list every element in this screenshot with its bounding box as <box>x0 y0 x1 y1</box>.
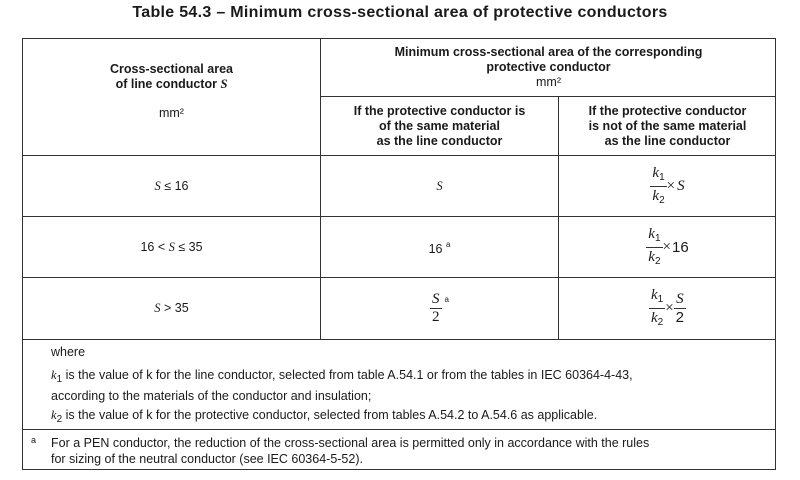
k1-definition: $k_1$ is the value of k for the line conductor, selected from table A.54.1 or from the tables in IEC 60364-4-43, according to the materials of the conductor and insulation; <box>51 367 766 404</box>
row2-different-material <box>559 217 776 277</box>
header-different-material <box>559 97 776 155</box>
row3-col2-expression <box>430 291 449 326</box>
subscript: 1 <box>56 374 63 385</box>
fraction-numerator: S <box>432 291 440 307</box>
header-group-line1: Minimum cross-sectional area of the corresponding <box>394 45 703 59</box>
header-line-conductor <box>23 39 320 155</box>
row1-symbol: S <box>154 178 161 193</box>
header-same-material <box>321 97 558 155</box>
k1-over-k2-fraction <box>650 164 666 209</box>
s-over-2-fraction <box>430 291 442 326</box>
row3-same-material <box>321 278 558 339</box>
header-col1-line1: Cross-sectional area <box>110 61 233 76</box>
row3-ratio-expression <box>649 286 686 331</box>
row3-range: > 35 <box>160 301 189 315</box>
header-col3-line2: is not of the same material <box>588 118 747 133</box>
header-col3-line3: as the line conductor <box>604 133 731 148</box>
subscript: 2 <box>654 255 661 267</box>
subscript: 2 <box>56 414 63 425</box>
footnote-a-marker: a <box>31 435 37 445</box>
times-sign: × <box>666 177 676 194</box>
k1-over-k2-fraction <box>649 286 665 331</box>
header-col1-line2 <box>110 77 233 92</box>
row2-same-material <box>321 217 558 277</box>
subscript: 1 <box>657 294 664 305</box>
row1-col2-symbol: S <box>436 178 443 193</box>
footnote-marker: a <box>445 240 451 249</box>
row3-line-conductor <box>23 278 320 339</box>
table-title: Table 54.3 – Minimum cross-sectional area of protective conductors <box>132 4 668 21</box>
footnote-marker: a <box>444 295 449 304</box>
fraction-denominator: 2 <box>432 309 440 325</box>
header-group-line2: protective conductor <box>486 60 611 74</box>
s-symbol: S <box>677 177 685 194</box>
header-col1-text: of line conductor <box>115 76 217 91</box>
protective-conductor-table <box>22 38 776 470</box>
row2-line-conductor <box>23 217 320 277</box>
row1-line-conductor <box>23 156 320 216</box>
footnote-a-line1: For a PEN conductor, the reduction of the cross-sectional area is permitted only in accordance with the rules <box>51 436 650 450</box>
header-col2-line3: as the line conductor <box>376 133 503 148</box>
times-sign: × <box>662 238 671 255</box>
subscript: 1 <box>659 171 665 183</box>
k1-over-k2-fraction <box>646 225 662 270</box>
header-col1-unit: mm² <box>158 105 184 120</box>
subscript: 2 <box>657 317 664 328</box>
header-group <box>321 39 776 96</box>
row2-ratio-expression <box>646 225 688 270</box>
row2-lower-bound: 16 < <box>140 239 169 254</box>
header-group-unit: mm² <box>536 75 561 89</box>
row1-ratio-expression <box>650 164 684 209</box>
footnote-a <box>51 435 771 467</box>
fraction-denominator: 2 <box>675 309 685 326</box>
k-symbol: k <box>650 310 658 326</box>
k-symbol: k <box>650 287 658 303</box>
row3-different-material <box>559 278 776 339</box>
row2-col2-value: 16 <box>428 242 443 256</box>
header-col1-symbol: S <box>220 76 228 91</box>
s-over-2-fraction <box>674 291 686 326</box>
k2-text: is the value of k for the protective conductor, selected from tables A.54.2 to A.54.6 as applicable. <box>62 408 598 422</box>
times-sign: × <box>665 300 674 316</box>
row1-different-material <box>559 156 776 216</box>
k1-text-line2: according to the materials of the conductor and insulation; <box>51 389 372 403</box>
k-symbol: k <box>652 164 660 181</box>
subscript: 2 <box>659 194 665 206</box>
k-symbol: k <box>648 248 655 265</box>
header-col2-line2: of the same material <box>379 118 500 133</box>
row1-range: ≤ 16 <box>160 178 189 193</box>
k-symbol: k <box>648 225 655 242</box>
row3-symbol: S <box>154 301 161 315</box>
header-col3-line1: If the protective conductor <box>588 103 747 118</box>
row1-same-material <box>321 156 558 216</box>
k1-text: is the value of k for the line conductor, selected from table A.54.1 or from the tables in IEC 60364-4-43, <box>62 368 633 382</box>
where-label: where <box>51 345 86 359</box>
k2-definition: $k_2$ is the value of k for the protective conductor, selected from tables A.54.2 to A.54.6 as applicable. <box>51 408 598 425</box>
fraction-numerator: S <box>676 291 684 307</box>
subscript: 1 <box>654 232 661 244</box>
row2-factor: 16 <box>672 238 689 256</box>
k-symbol: k <box>652 187 660 204</box>
header-col2-line1: If the protective conductor is <box>353 103 526 118</box>
footnote-a-line2: for sizing of the neutral conductor (see IEC 60364-5-52). <box>51 452 363 466</box>
footnote-divider <box>23 429 775 430</box>
row2-symbol: S <box>168 239 175 254</box>
row2-range: ≤ 35 <box>174 239 203 254</box>
body-bottom-divider <box>23 339 775 340</box>
